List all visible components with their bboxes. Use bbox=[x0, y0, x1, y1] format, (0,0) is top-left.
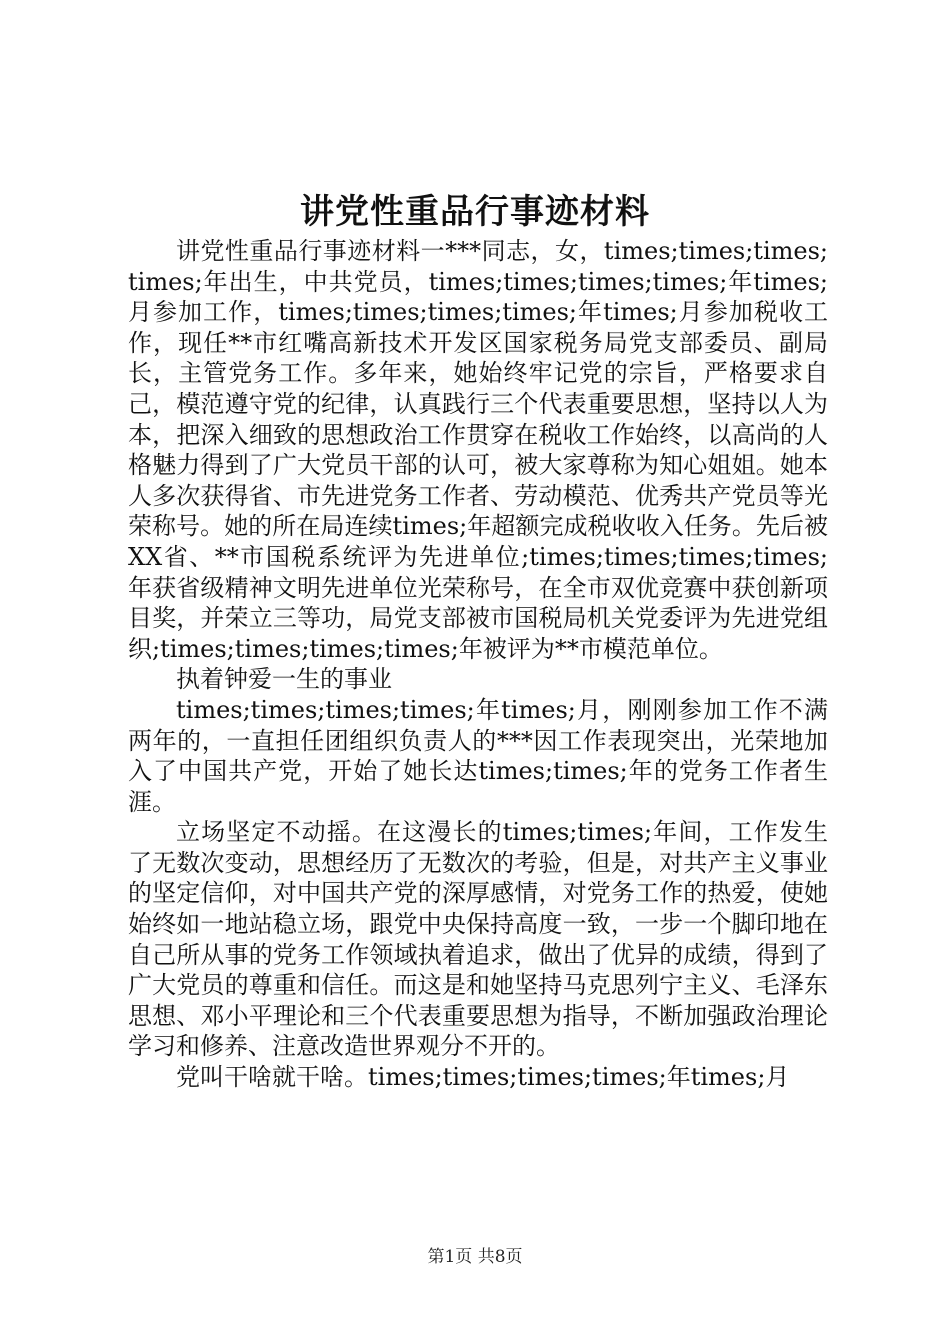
document-title: 讲党性重品行事迹材料 bbox=[300, 192, 650, 232]
paragraph-joined-party: times;times;times;times;年times;月，刚刚参加工作不满两年的，一直担任团组织负责人的***因工作表现突出，光荣地加入了中国共产党，开始了她长达times;times;年的党务工作者生涯。 bbox=[128, 695, 828, 816]
paragraph-firm-stance: 立场坚定不动摇。在这漫长的times;times;年间，工作发生了无数次变动，思想经历了无数次的考验，但是，对共产主义事业的坚定信仰，对中国共产党的深厚感情，对党务工作的热爱，使她始终如一地站稳立场，跟党中央保持高度一致，一步一个脚印地在自己所从事的党务工作领域执着追求，做出了优异的成绩，得到了广大党员的尊重和信任。而这是和她坚持马克思列宁主义、毛泽东思想、邓小平理论和三个代表重要思想为指导，不断加强政治理论学习和修养、注意改造世界观分不开的。 bbox=[128, 818, 828, 1061]
document-body bbox=[128, 236, 828, 1093]
section-heading: 执着钟爱一生的事业 bbox=[176, 665, 392, 694]
paragraph-party-calls: 党叫干啥就干啥。times;times;times;times;年times;月 bbox=[176, 1063, 790, 1092]
page-number-footer: 第1页 共8页 bbox=[427, 1247, 523, 1267]
paragraph-intro: 讲党性重品行事迹材料一***同志，女，times;times;times;times;年出生，中共党员，times;times;times;times;年times;月参加工作，times;times;times;times;年times;月参加税收工作，现任**市红嘴高新技术开发区国家税务局党支部委员、副局长，主管党务工作。多年来，她始终牢记党的宗旨，严格要求自己，模范遵守党的纪律，认真践行三个代表重要思想，坚持以人为本，把深入细致的思想政治工作贯穿在税收工作始终，以高尚的人格魅力得到了广大党员干部的认可，被大家尊称为知心姐姐。她本人多次获得省、市先进党务工作者、劳动模范、优秀共产党员等光荣称号。她的所在局连续times;年超额完成税收收入任务。先后被XX省、**市国税系统评为先进单位;times;times;times;times;年获省级精神文明先进单位光荣称号，在全市双优竞赛中获创新项目奖，并荣立三等功，局党支部被市国税局机关党委评为先进党组织;times;times;times;times;年被评为**市模范单位。 bbox=[128, 237, 828, 663]
